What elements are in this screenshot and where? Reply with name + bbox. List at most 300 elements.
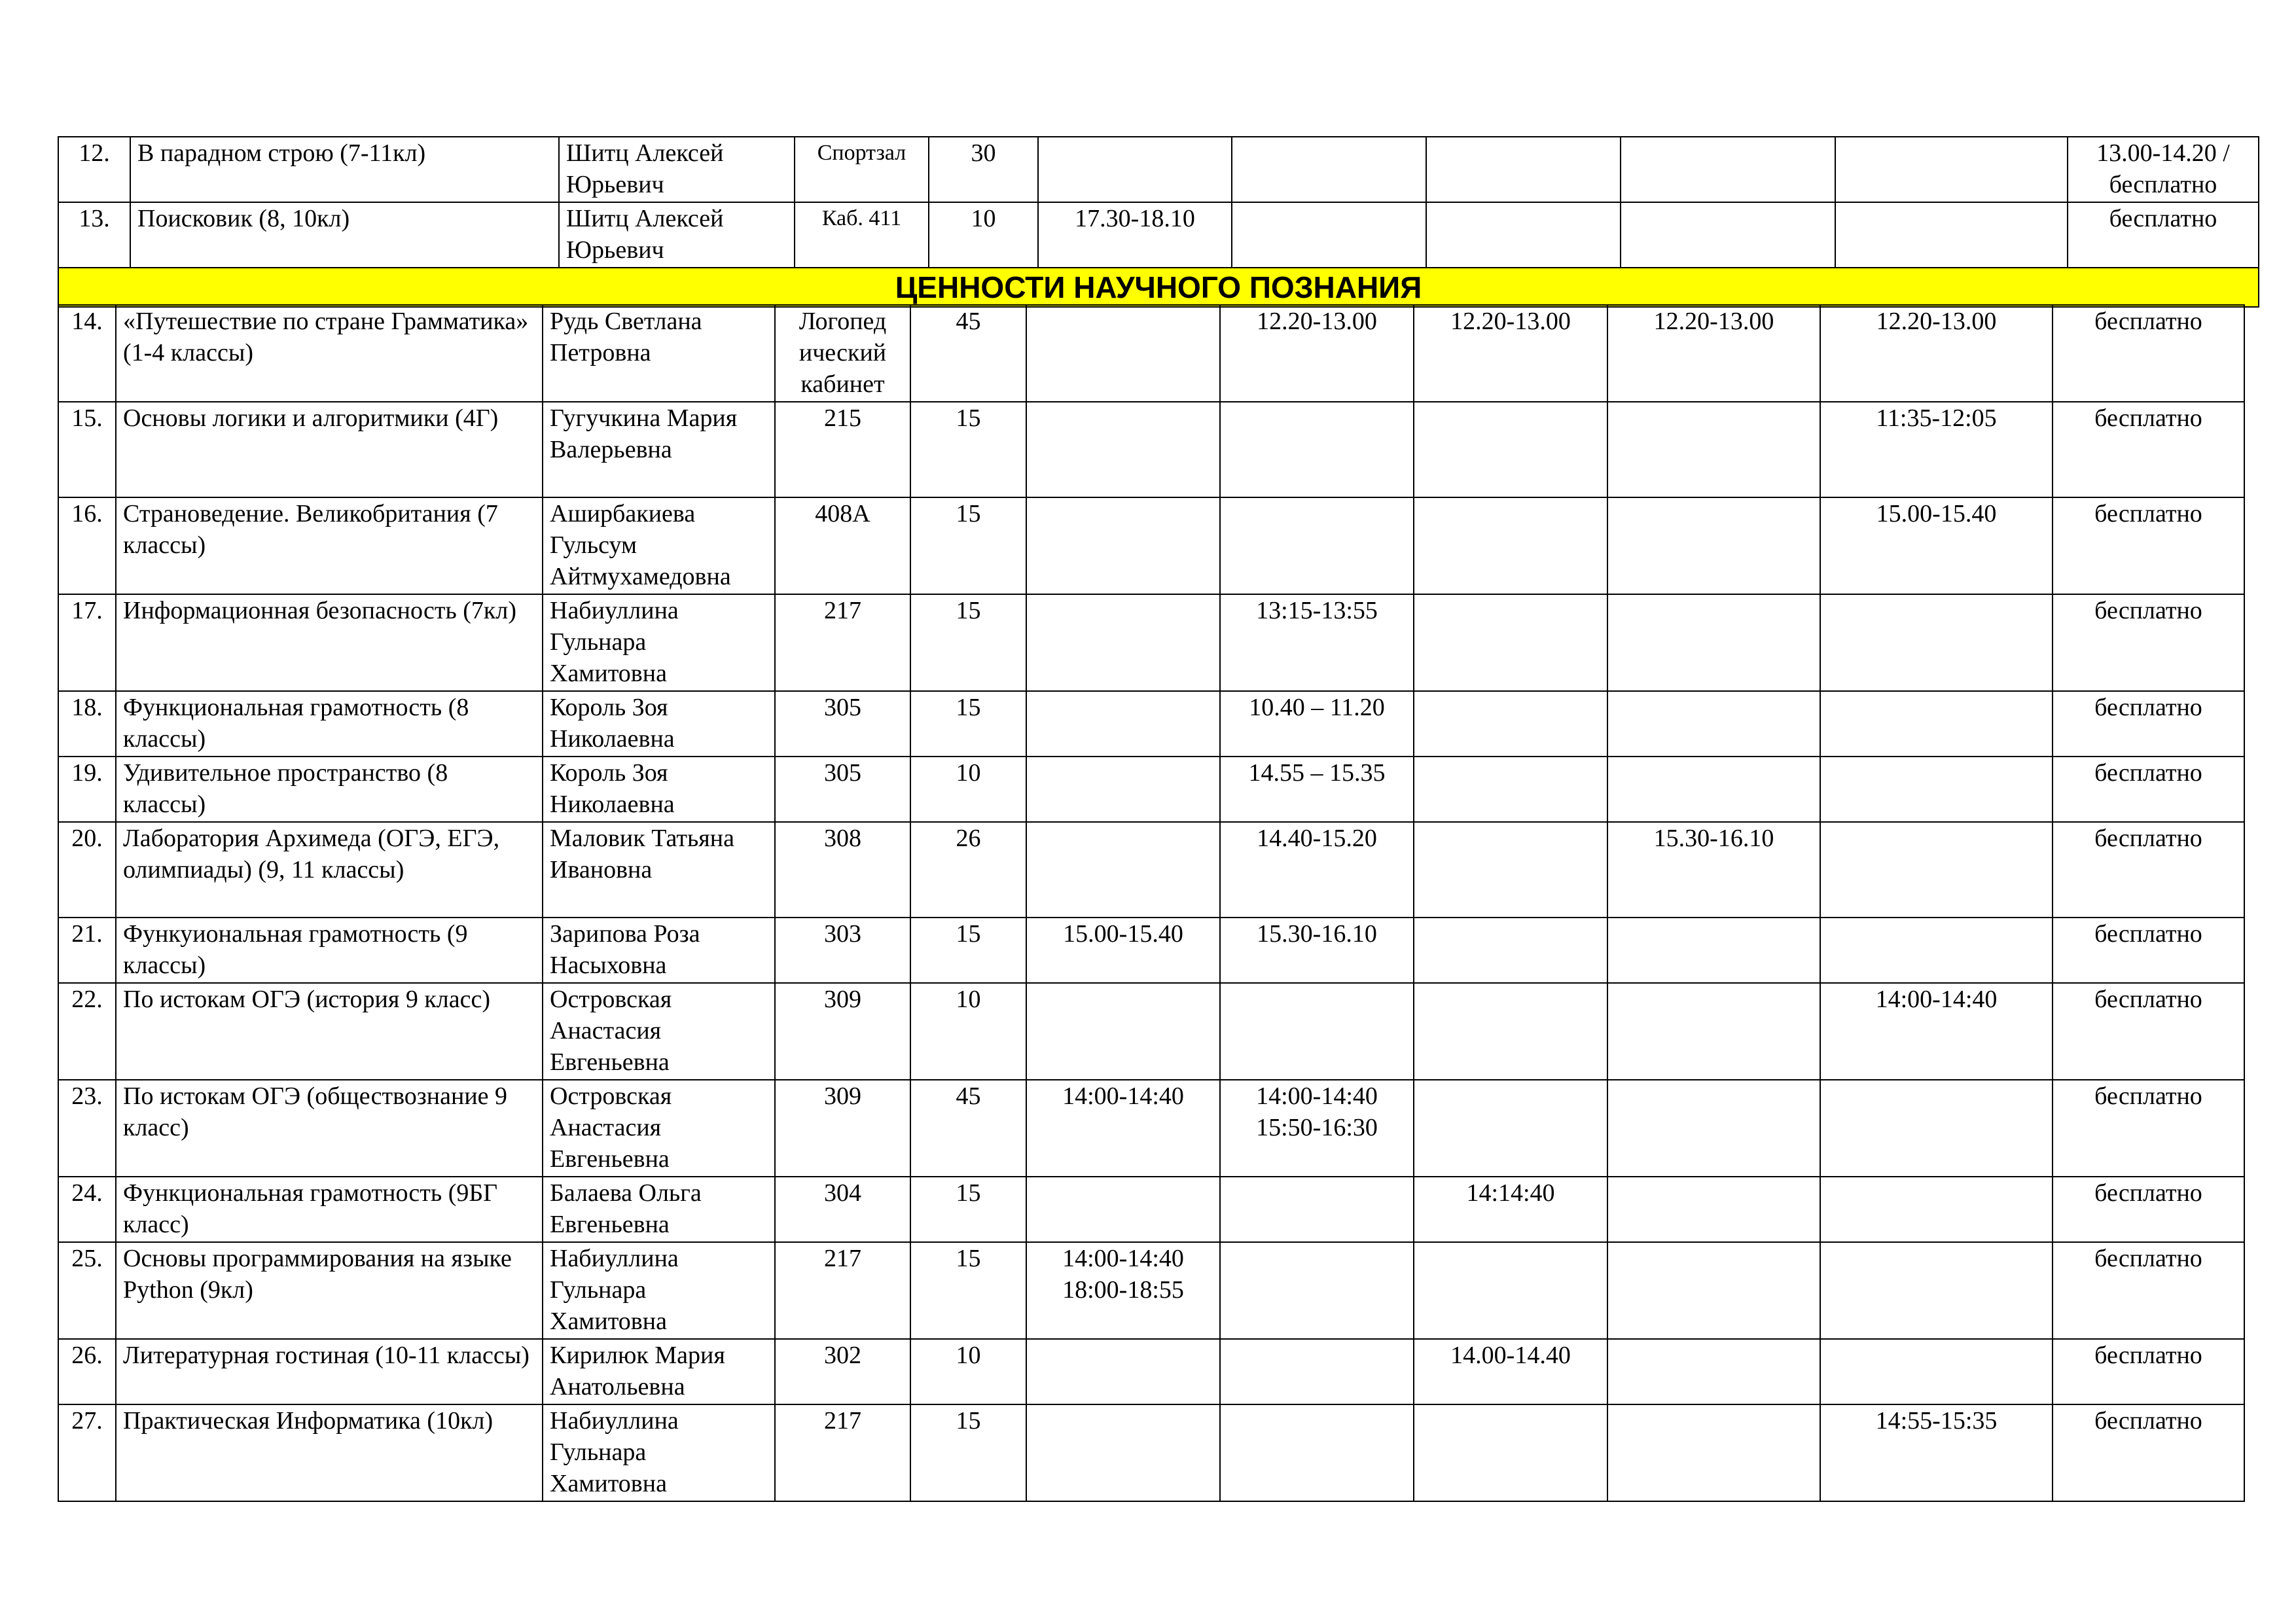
time-monday-cell xyxy=(1026,691,1220,757)
room-cell xyxy=(775,918,910,983)
time-thursday-cell xyxy=(1607,918,1820,983)
time-wednesday: 14.00-14.40 xyxy=(1450,1342,1571,1369)
price-cell xyxy=(2053,1339,2244,1404)
price: бесплатно xyxy=(2094,1245,2202,1272)
time-wednesday-cell xyxy=(1414,983,1607,1080)
time-friday-cell xyxy=(1820,691,2053,757)
time-wednesday-cell xyxy=(1414,1242,1607,1339)
time-wednesday-cell xyxy=(1414,497,1607,594)
table-row xyxy=(58,1404,2244,1501)
time-thursday-cell xyxy=(1607,1339,1820,1404)
activity-name: Лаборатория Архимеда (ОГЭ, ЕГЭ, олимпиады) (9, 11 классы) xyxy=(123,825,500,883)
room-cell xyxy=(775,1339,910,1404)
time-monday: 17.30-18.10 xyxy=(1075,205,1195,232)
table-row xyxy=(58,983,2244,1080)
price: бесплатно xyxy=(2094,308,2202,335)
time-tuesday: 14:00-14:40 15:50-16:30 xyxy=(1256,1082,1378,1141)
row-number: 23. xyxy=(71,1082,103,1110)
room-cell xyxy=(795,202,929,268)
row-number-cell xyxy=(58,497,116,594)
price-cell xyxy=(2053,691,2244,757)
teacher-name-cell xyxy=(559,202,795,268)
room: 217 xyxy=(824,597,861,624)
room: 215 xyxy=(824,404,861,432)
time-monday-cell xyxy=(1026,305,1220,402)
room: 408А xyxy=(815,500,870,527)
time-monday-cell xyxy=(1026,822,1220,918)
time-friday-cell xyxy=(1835,202,2068,268)
time-friday: 15.00-15.40 xyxy=(1876,500,1997,527)
capacity: 15 xyxy=(956,920,981,948)
time-thursday-cell xyxy=(1607,757,1820,822)
room-cell xyxy=(775,757,910,822)
row-number: 16. xyxy=(71,500,103,527)
row-number-cell xyxy=(58,983,116,1080)
time-thursday-cell xyxy=(1607,1177,1820,1242)
teacher-name: Островская Анастасия Евгеньевна xyxy=(550,986,672,1076)
time-thursday-cell xyxy=(1621,137,1835,202)
teacher-name-cell xyxy=(559,137,795,202)
time-friday-cell xyxy=(1820,594,2053,691)
time-monday-cell xyxy=(1026,757,1220,822)
section-header-row xyxy=(58,268,2259,307)
price-cell xyxy=(2068,202,2259,268)
room-cell xyxy=(775,497,910,594)
time-friday: 12.20-13.00 xyxy=(1876,308,1997,335)
time-wednesday-cell xyxy=(1426,137,1621,202)
time-monday-cell xyxy=(1038,202,1232,268)
activity-name-cell xyxy=(116,918,543,983)
teacher-name-cell xyxy=(543,305,775,402)
capacity: 15 xyxy=(956,1179,981,1207)
time-thursday-cell xyxy=(1607,1242,1820,1339)
activity-name-cell xyxy=(116,1339,543,1404)
row-number: 24. xyxy=(71,1179,103,1207)
time-wednesday-cell xyxy=(1414,1177,1607,1242)
room-cell xyxy=(775,594,910,691)
capacity: 10 xyxy=(971,205,996,232)
price: бесплатно xyxy=(2094,500,2202,527)
capacity: 45 xyxy=(956,308,981,335)
time-monday: 14:00-14:40 xyxy=(1062,1082,1184,1110)
price-cell xyxy=(2053,305,2244,402)
teacher-name: Король Зоя Николаевна xyxy=(550,694,675,753)
time-tuesday-cell xyxy=(1220,1339,1414,1404)
activity-name: По истокам ОГЭ (история 9 класс) xyxy=(123,986,491,1013)
time-tuesday-cell xyxy=(1220,305,1414,402)
price: бесплатно xyxy=(2094,825,2202,852)
capacity: 10 xyxy=(956,1342,981,1369)
row-number-cell xyxy=(58,1177,116,1242)
row-number-cell xyxy=(58,305,116,402)
activity-name: Практическая Информатика (10кл) xyxy=(123,1407,493,1435)
activity-name-cell xyxy=(130,137,559,202)
capacity: 45 xyxy=(956,1082,981,1110)
room: Логопед ический кабинет xyxy=(798,308,887,398)
capacity-cell xyxy=(910,918,1026,983)
time-tuesday-cell xyxy=(1220,594,1414,691)
activity-name-cell xyxy=(116,305,543,402)
table-row xyxy=(58,1242,2244,1339)
activity-name: Функциональная грамотность (9БГ класс) xyxy=(123,1179,498,1238)
capacity-cell xyxy=(910,497,1026,594)
time-thursday-cell xyxy=(1607,497,1820,594)
time-friday-cell xyxy=(1820,822,2053,918)
room: 303 xyxy=(824,920,861,948)
table-row xyxy=(58,305,2244,402)
row-number-cell xyxy=(58,594,116,691)
time-thursday-cell xyxy=(1607,402,1820,497)
time-tuesday: 10.40 – 11.20 xyxy=(1249,694,1385,721)
time-tuesday: 14.40-15.20 xyxy=(1257,825,1377,852)
activity-name-cell xyxy=(116,757,543,822)
activity-name: Страноведение. Великобритания (7 классы) xyxy=(123,500,498,559)
time-friday-cell xyxy=(1835,137,2068,202)
time-monday-cell xyxy=(1026,594,1220,691)
time-monday: 14:00-14:40 18:00-18:55 xyxy=(1062,1245,1184,1304)
capacity: 30 xyxy=(971,139,996,167)
capacity: 15 xyxy=(956,597,981,624)
activity-name-cell xyxy=(116,1404,543,1501)
time-monday-cell xyxy=(1026,983,1220,1080)
time-monday-cell xyxy=(1026,918,1220,983)
row-number: 27. xyxy=(71,1407,103,1435)
room: 305 xyxy=(824,694,861,721)
price: бесплатно xyxy=(2094,597,2202,624)
teacher-name-cell xyxy=(543,691,775,757)
capacity: 15 xyxy=(956,500,981,527)
activity-name: Удивительное пространство (8 классы) xyxy=(123,759,448,818)
time-friday-cell xyxy=(1820,305,2053,402)
time-tuesday: 15.30-16.10 xyxy=(1257,920,1377,948)
price-cell xyxy=(2053,1080,2244,1177)
table-row xyxy=(58,594,2244,691)
capacity: 10 xyxy=(956,759,981,787)
room: 309 xyxy=(824,986,861,1013)
table-row xyxy=(58,402,2244,497)
table-row xyxy=(58,1080,2244,1177)
price: бесплатно xyxy=(2094,920,2202,948)
room: 304 xyxy=(824,1179,861,1207)
activity-name: Основы программирования на языке Python (9кл) xyxy=(123,1245,512,1304)
capacity-cell xyxy=(910,757,1026,822)
activity-name-cell xyxy=(116,497,543,594)
time-wednesday-cell xyxy=(1414,402,1607,497)
teacher-name-cell xyxy=(543,1177,775,1242)
price: бесплатно xyxy=(2094,1179,2202,1207)
price-cell xyxy=(2053,983,2244,1080)
row-number-cell xyxy=(58,137,130,202)
room: 305 xyxy=(824,759,861,787)
teacher-name-cell xyxy=(543,1339,775,1404)
teacher-name: Маловик Татьяна Ивановна xyxy=(550,825,734,883)
time-tuesday-cell xyxy=(1220,918,1414,983)
time-tuesday-cell xyxy=(1220,983,1414,1080)
activity-name-cell xyxy=(116,1242,543,1339)
price: бесплатно xyxy=(2109,205,2217,232)
teacher-name: Кирилюк Мария Анатольевна xyxy=(550,1342,725,1400)
time-tuesday-cell xyxy=(1220,757,1414,822)
time-tuesday-cell xyxy=(1232,202,1426,268)
teacher-name: Набиуллина Гульнара Хамитовна xyxy=(550,1407,679,1497)
time-wednesday-cell xyxy=(1414,822,1607,918)
capacity-cell xyxy=(910,1242,1026,1339)
time-tuesday-cell xyxy=(1220,822,1414,918)
teacher-name: Зарипова Роза Насыховна xyxy=(550,920,700,979)
time-friday-cell xyxy=(1820,757,2053,822)
room-cell xyxy=(775,1177,910,1242)
time-friday: 14:00-14:40 xyxy=(1875,986,1998,1013)
capacity-cell xyxy=(910,402,1026,497)
time-friday-cell xyxy=(1820,918,2053,983)
capacity-cell xyxy=(910,691,1026,757)
teacher-name-cell xyxy=(543,1242,775,1339)
teacher-name-cell xyxy=(543,822,775,918)
price: бесплатно xyxy=(2094,1407,2202,1435)
time-monday-cell xyxy=(1026,1177,1220,1242)
time-monday-cell xyxy=(1026,1242,1220,1339)
room-cell xyxy=(775,1080,910,1177)
row-number-cell xyxy=(58,691,116,757)
activity-name: По истокам ОГЭ (обществознание 9 класс) xyxy=(123,1082,508,1141)
price-cell xyxy=(2053,402,2244,497)
row-number: 13. xyxy=(79,205,110,232)
teacher-name-cell xyxy=(543,1080,775,1177)
teacher-name: Набиуллина Гульнара Хамитовна xyxy=(550,1245,679,1335)
table-row xyxy=(58,1339,2244,1404)
row-number: 22. xyxy=(71,986,103,1013)
teacher-name: Шитц Алексей Юрьевич xyxy=(566,205,724,264)
row-number-cell xyxy=(58,918,116,983)
row-number-cell xyxy=(58,402,116,497)
capacity: 26 xyxy=(956,825,981,852)
time-friday-cell xyxy=(1820,1080,2053,1177)
capacity: 15 xyxy=(956,694,981,721)
teacher-name: Аширбакиева Гульсум Айтмухамедовна xyxy=(550,500,731,590)
price-cell xyxy=(2053,1404,2244,1501)
price: бесплатно xyxy=(2094,404,2202,432)
section-title: ЦЕННОСТИ НАУЧНОГО ПОЗНАНИЯ xyxy=(58,268,2259,307)
activity-name-cell xyxy=(116,822,543,918)
teacher-name-cell xyxy=(543,1404,775,1501)
time-monday-cell xyxy=(1026,402,1220,497)
table-row xyxy=(58,1177,2244,1242)
capacity-cell xyxy=(910,1177,1026,1242)
activity-name-cell xyxy=(116,594,543,691)
teacher-name: Рудь Светлана Петровна xyxy=(550,308,702,366)
activity-name: Функуиональная грамотность (9 классы) xyxy=(123,920,468,979)
price-cell xyxy=(2053,1177,2244,1242)
time-thursday-cell xyxy=(1607,822,1820,918)
price-cell xyxy=(2068,137,2259,202)
room: 217 xyxy=(824,1245,861,1272)
capacity-cell xyxy=(910,1339,1026,1404)
activity-name: Функциональная грамотность (8 классы) xyxy=(123,694,469,753)
row-number: 21. xyxy=(71,920,103,948)
time-tuesday-cell xyxy=(1220,691,1414,757)
row-number-cell xyxy=(58,1339,116,1404)
time-friday-cell xyxy=(1820,402,2053,497)
row-number-cell xyxy=(58,822,116,918)
time-thursday-cell xyxy=(1621,202,1835,268)
activity-name-cell xyxy=(116,983,543,1080)
row-number: 26. xyxy=(71,1342,103,1369)
price-cell xyxy=(2053,918,2244,983)
time-tuesday-cell xyxy=(1220,1404,1414,1501)
time-monday-cell xyxy=(1038,137,1232,202)
activity-name: «Путешествие по стране Грамматика» (1-4 классы) xyxy=(123,308,529,366)
time-thursday-cell xyxy=(1607,691,1820,757)
time-monday: 15.00-15.40 xyxy=(1063,920,1183,948)
row-number-cell xyxy=(58,1080,116,1177)
time-tuesday-cell xyxy=(1220,497,1414,594)
row-number-cell xyxy=(58,1242,116,1339)
teacher-name: Набиуллина Гульнара Хамитовна xyxy=(550,597,679,687)
time-tuesday-cell xyxy=(1220,1242,1414,1339)
time-tuesday: 14.55 – 15.35 xyxy=(1248,759,1386,787)
activity-name-cell xyxy=(116,1177,543,1242)
time-wednesday-cell xyxy=(1414,918,1607,983)
activity-name: Основы логики и алгоритмики (4Г) xyxy=(123,404,499,432)
room-cell xyxy=(775,1404,910,1501)
room: 309 xyxy=(824,1082,861,1110)
activity-name-cell xyxy=(130,202,559,268)
time-thursday-cell xyxy=(1607,983,1820,1080)
time-tuesday: 13:15-13:55 xyxy=(1256,597,1378,624)
room-cell xyxy=(775,305,910,402)
time-friday-cell xyxy=(1820,1242,2053,1339)
room-cell xyxy=(775,822,910,918)
teacher-name: Гугучкина Мария Валерьевна xyxy=(550,404,738,463)
capacity-cell xyxy=(910,305,1026,402)
capacity-cell xyxy=(910,983,1026,1080)
room: 302 xyxy=(824,1342,861,1369)
time-monday-cell xyxy=(1026,1080,1220,1177)
time-tuesday: 12.20-13.00 xyxy=(1257,308,1377,335)
teacher-name: Островская Анастасия Евгеньевна xyxy=(550,1082,672,1173)
price-cell xyxy=(2053,822,2244,918)
room-cell xyxy=(775,402,910,497)
row-number: 18. xyxy=(71,694,103,721)
time-wednesday-cell xyxy=(1414,1404,1607,1501)
row-number: 14. xyxy=(71,308,103,335)
top-table xyxy=(58,136,2259,308)
row-number: 20. xyxy=(71,825,103,852)
price-cell xyxy=(2053,497,2244,594)
activity-name: Литературная гостиная (10-11 классы) xyxy=(123,1342,529,1369)
room: 308 xyxy=(824,825,861,852)
table-row xyxy=(58,137,2259,202)
time-friday-cell xyxy=(1820,1339,2053,1404)
price-cell xyxy=(2053,594,2244,691)
capacity: 15 xyxy=(956,1245,981,1272)
teacher-name-cell xyxy=(543,983,775,1080)
time-friday-cell xyxy=(1820,983,2053,1080)
price-cell xyxy=(2053,1242,2244,1339)
price: 13.00-14.20 /бесплатно xyxy=(2096,139,2230,198)
time-wednesday-cell xyxy=(1414,305,1607,402)
time-thursday-cell xyxy=(1607,1080,1820,1177)
capacity-cell xyxy=(929,137,1038,202)
capacity-cell xyxy=(910,1404,1026,1501)
activity-name-cell xyxy=(116,691,543,757)
table-row xyxy=(58,691,2244,757)
capacity: 15 xyxy=(956,1407,981,1435)
capacity-cell xyxy=(929,202,1038,268)
time-tuesday-cell xyxy=(1220,1177,1414,1242)
time-wednesday-cell xyxy=(1426,202,1621,268)
teacher-name: Балаева Ольга Евгеньевна xyxy=(550,1179,702,1238)
room-cell xyxy=(775,983,910,1080)
time-wednesday: 12.20-13.00 xyxy=(1450,308,1571,335)
teacher-name: Король Зоя Николаевна xyxy=(550,759,675,818)
time-thursday: 15.30-16.10 xyxy=(1653,825,1774,852)
activity-name: Поисковик (8, 10кл) xyxy=(137,205,350,232)
row-number: 17. xyxy=(71,597,103,624)
time-tuesday-cell xyxy=(1232,137,1426,202)
teacher-name: Шитц Алексей Юрьевич xyxy=(566,139,724,198)
time-friday-cell xyxy=(1820,497,2053,594)
top-table-body xyxy=(58,137,2259,307)
time-wednesday-cell xyxy=(1414,1080,1607,1177)
time-friday-cell xyxy=(1820,1177,2053,1242)
table-row xyxy=(58,918,2244,983)
capacity-cell xyxy=(910,1080,1026,1177)
table-row xyxy=(58,202,2259,268)
activity-name-cell xyxy=(116,1080,543,1177)
time-thursday-cell xyxy=(1607,305,1820,402)
capacity: 10 xyxy=(956,986,981,1013)
room-cell xyxy=(795,137,929,202)
time-wednesday: 14:14:40 xyxy=(1466,1179,1555,1207)
row-number-cell xyxy=(58,202,130,268)
price: бесплатно xyxy=(2094,1342,2202,1369)
time-thursday-cell xyxy=(1607,594,1820,691)
price: бесплатно xyxy=(2094,986,2202,1013)
table-row xyxy=(58,822,2244,918)
room: Спортзал xyxy=(817,141,906,165)
time-wednesday-cell xyxy=(1414,594,1607,691)
row-number: 25. xyxy=(71,1245,103,1272)
time-thursday-cell xyxy=(1607,1404,1820,1501)
activity-name-cell xyxy=(116,402,543,497)
capacity: 15 xyxy=(956,404,981,432)
time-monday-cell xyxy=(1026,1404,1220,1501)
teacher-name-cell xyxy=(543,402,775,497)
time-friday: 11:35-12:05 xyxy=(1876,404,1997,432)
activity-name: Информационная безопасность (7кл) xyxy=(123,597,517,624)
room: 217 xyxy=(824,1407,861,1435)
capacity-cell xyxy=(910,822,1026,918)
capacity-cell xyxy=(910,594,1026,691)
room-cell xyxy=(775,691,910,757)
row-number-cell xyxy=(58,1404,116,1501)
table-row xyxy=(58,757,2244,822)
time-wednesday-cell xyxy=(1414,1339,1607,1404)
time-friday-cell xyxy=(1820,1404,2053,1501)
schedule-table-body xyxy=(58,305,2244,1501)
time-monday-cell xyxy=(1026,497,1220,594)
row-number: 12. xyxy=(79,139,110,167)
teacher-name-cell xyxy=(543,918,775,983)
activity-name: В парадном строю (7-11кл) xyxy=(137,139,426,167)
price-cell xyxy=(2053,757,2244,822)
price: бесплатно xyxy=(2094,759,2202,787)
time-friday: 14:55-15:35 xyxy=(1875,1407,1998,1435)
teacher-name-cell xyxy=(543,497,775,594)
row-number-cell xyxy=(58,757,116,822)
room: Каб. 411 xyxy=(821,206,902,230)
